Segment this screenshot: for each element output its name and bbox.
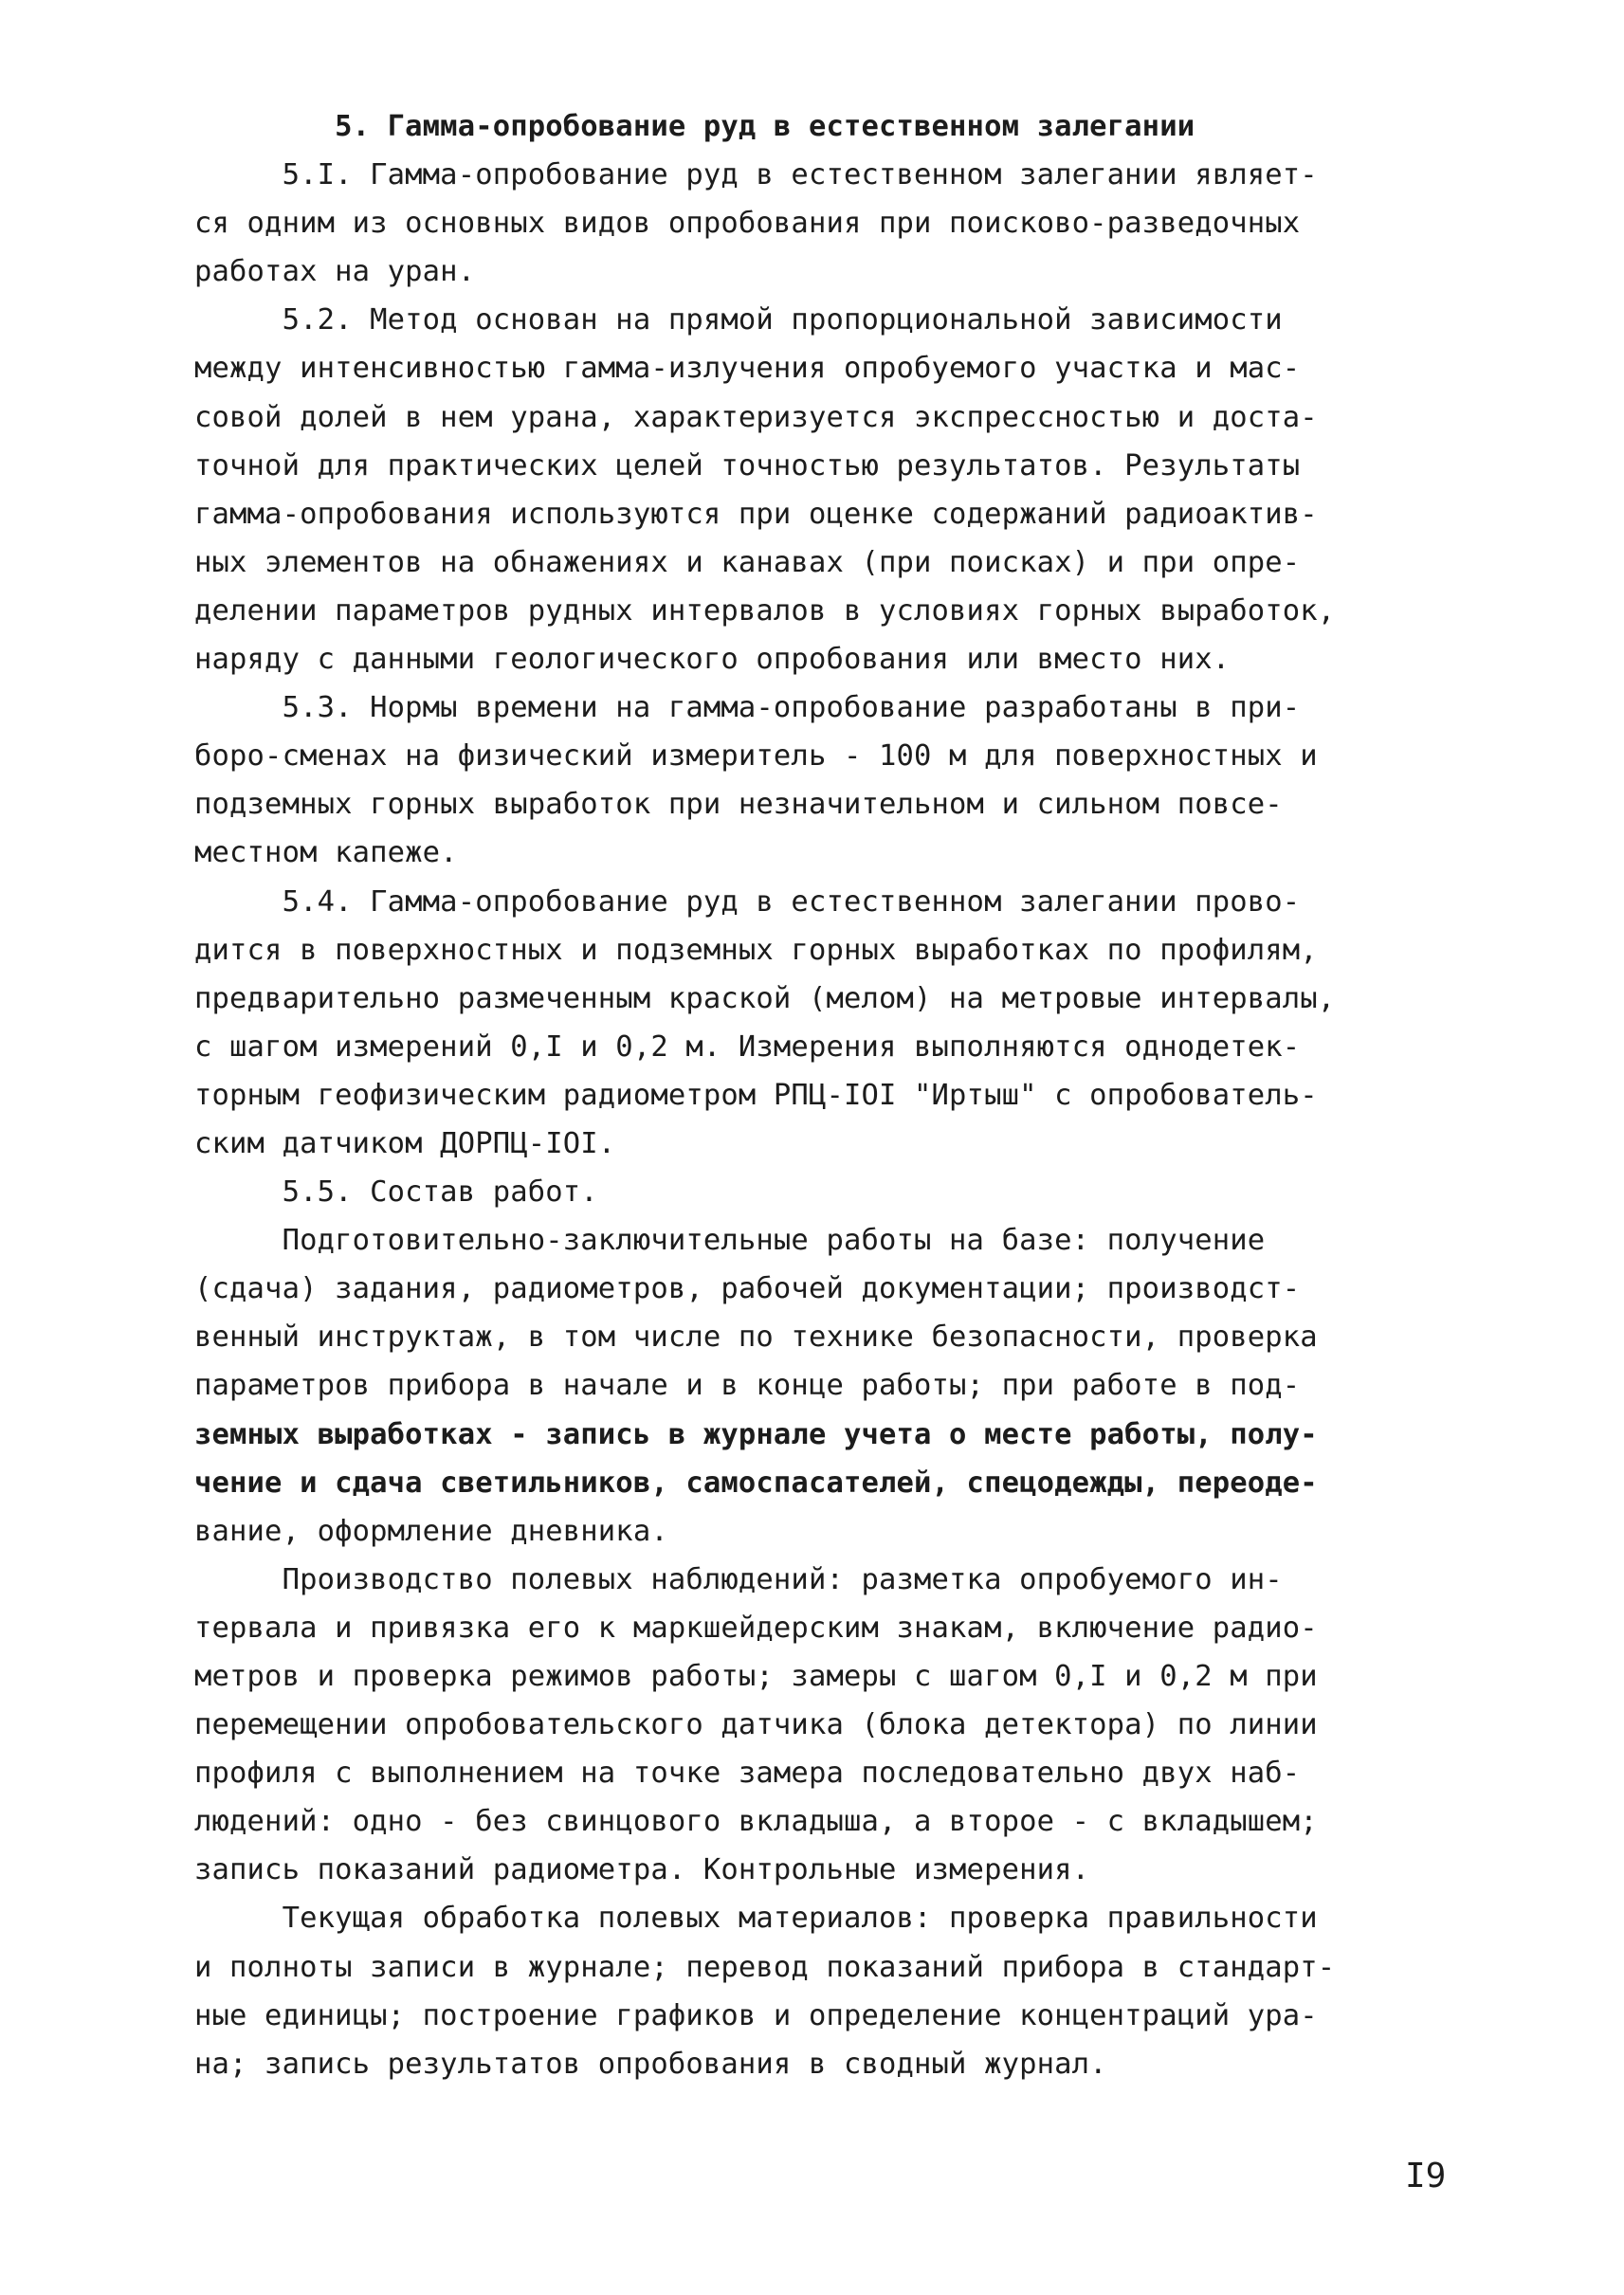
text-line: чение и сдача светильников, самоспасателей, спецодежды, переоде- xyxy=(194,1466,1318,1500)
text-line: местном капеже. xyxy=(194,836,458,870)
text-line: наряду с данными геологического опробования или вместо них. xyxy=(194,643,1231,677)
text-line: Текущая обработка полевых материалов: проверка правильности xyxy=(194,1902,1318,1936)
text-line: Подготовительно-заключительные работы на базе: получение xyxy=(194,1224,1266,1258)
text-line: венный инструктаж, в том числе по технике безопасности, проверка xyxy=(194,1321,1318,1355)
text-line: ским датчиком ДОРПЦ-IOI. xyxy=(194,1126,616,1160)
text-line: людений: одно - без свинцового вкладыша, а второе - с вкладышем; xyxy=(194,1805,1318,1839)
text-line: земных выработках - запись в журнале учета о месте работы, полу- xyxy=(194,1417,1318,1451)
text-line: торным геофизическим радиометром РПЦ-IOI "Иртыш" с опробователь- xyxy=(194,1078,1318,1112)
text-line: вание, оформление дневника. xyxy=(194,1514,668,1548)
text-line: подземных горных выработок при незначительном и сильном повсе- xyxy=(194,788,1283,822)
text-line: ся одним из основных видов опробования при поисково-разведочных xyxy=(194,207,1301,241)
text-line: на; запись результатов опробования в сводный журнал. xyxy=(194,2047,1107,2081)
text-line: ных элементов на обнажениях и канавах (при поисках) и при опре- xyxy=(194,545,1301,579)
page-number: I9 xyxy=(1405,2157,1447,2195)
text-line: между интенсивностью гамма-излучения опробуемого участка и мас- xyxy=(194,352,1301,386)
text-line: дится в поверхностных и подземных горных выработках по профилям, xyxy=(194,933,1318,967)
text-line: метров и проверка режимов работы; замеры с шагом 0,I и 0,2 м при xyxy=(194,1660,1318,1693)
text-line: 5.2. Метод основан на прямой пропорциональной зависимости xyxy=(194,303,1283,337)
text-line: совой долей в нем урана, характеризуется экспрессностью и доста- xyxy=(194,400,1318,434)
text-line: запись показаний радиометра. Контрольные измерения. xyxy=(194,1853,1090,1887)
text-line: 5.4. Гамма-опробование руд в естественном залегании прово- xyxy=(194,884,1301,919)
text-line: с шагом измерений 0,I и 0,2 м. Измерения выполняются однодетек- xyxy=(194,1029,1301,1064)
text-line: тервала и привязка его к маркшейдерским знакам, включение радио- xyxy=(194,1611,1318,1645)
text-line: и полноты записи в журнале; перевод показаний прибора в стандарт- xyxy=(194,1950,1336,1984)
text-line: профиля с выполнением на точке замера последовательно двух наб- xyxy=(194,1757,1301,1791)
text-line: делении параметров рудных интервалов в условиях горных выработок, xyxy=(194,593,1336,628)
text-line: (сдача) задания, радиометров, рабочей документации; производст- xyxy=(194,1272,1301,1306)
text-line: 5.3. Нормы времени на гамма-опробование разработаны в при- xyxy=(194,691,1301,725)
text-line: гамма-опробования используются при оценке содержаний радиоактив- xyxy=(194,497,1318,531)
text-line: боро-сменах на физический измеритель - 100 м для поверхностных и xyxy=(194,739,1318,774)
text-line: 5.5. Состав работ. xyxy=(194,1175,598,1210)
text-line: точной для практических целей точностью результатов. Результаты xyxy=(194,448,1301,483)
text-line: работах на уран. xyxy=(194,255,476,289)
text-line: 5.I. Гамма-опробование руд в естественном залегании являет- xyxy=(194,158,1318,192)
text-line: ные единицы; построение графиков и определение концентраций ура- xyxy=(194,1998,1318,2032)
document-body xyxy=(194,102,1484,2088)
section-heading: 5. Гамма-опробование руд в естественном залегании xyxy=(194,110,1195,143)
text-line: параметров прибора в начале и в конце работы; при работе в под- xyxy=(194,1369,1301,1403)
text-line: предварительно размеченным краской (мелом) на метровые интервалы, xyxy=(194,981,1336,1015)
text-line: Производство полевых наблюдений: разметка опробуемого ин- xyxy=(194,1562,1283,1596)
text-line: перемещении опробовательского датчика (блока детектора) по линии xyxy=(194,1708,1318,1742)
